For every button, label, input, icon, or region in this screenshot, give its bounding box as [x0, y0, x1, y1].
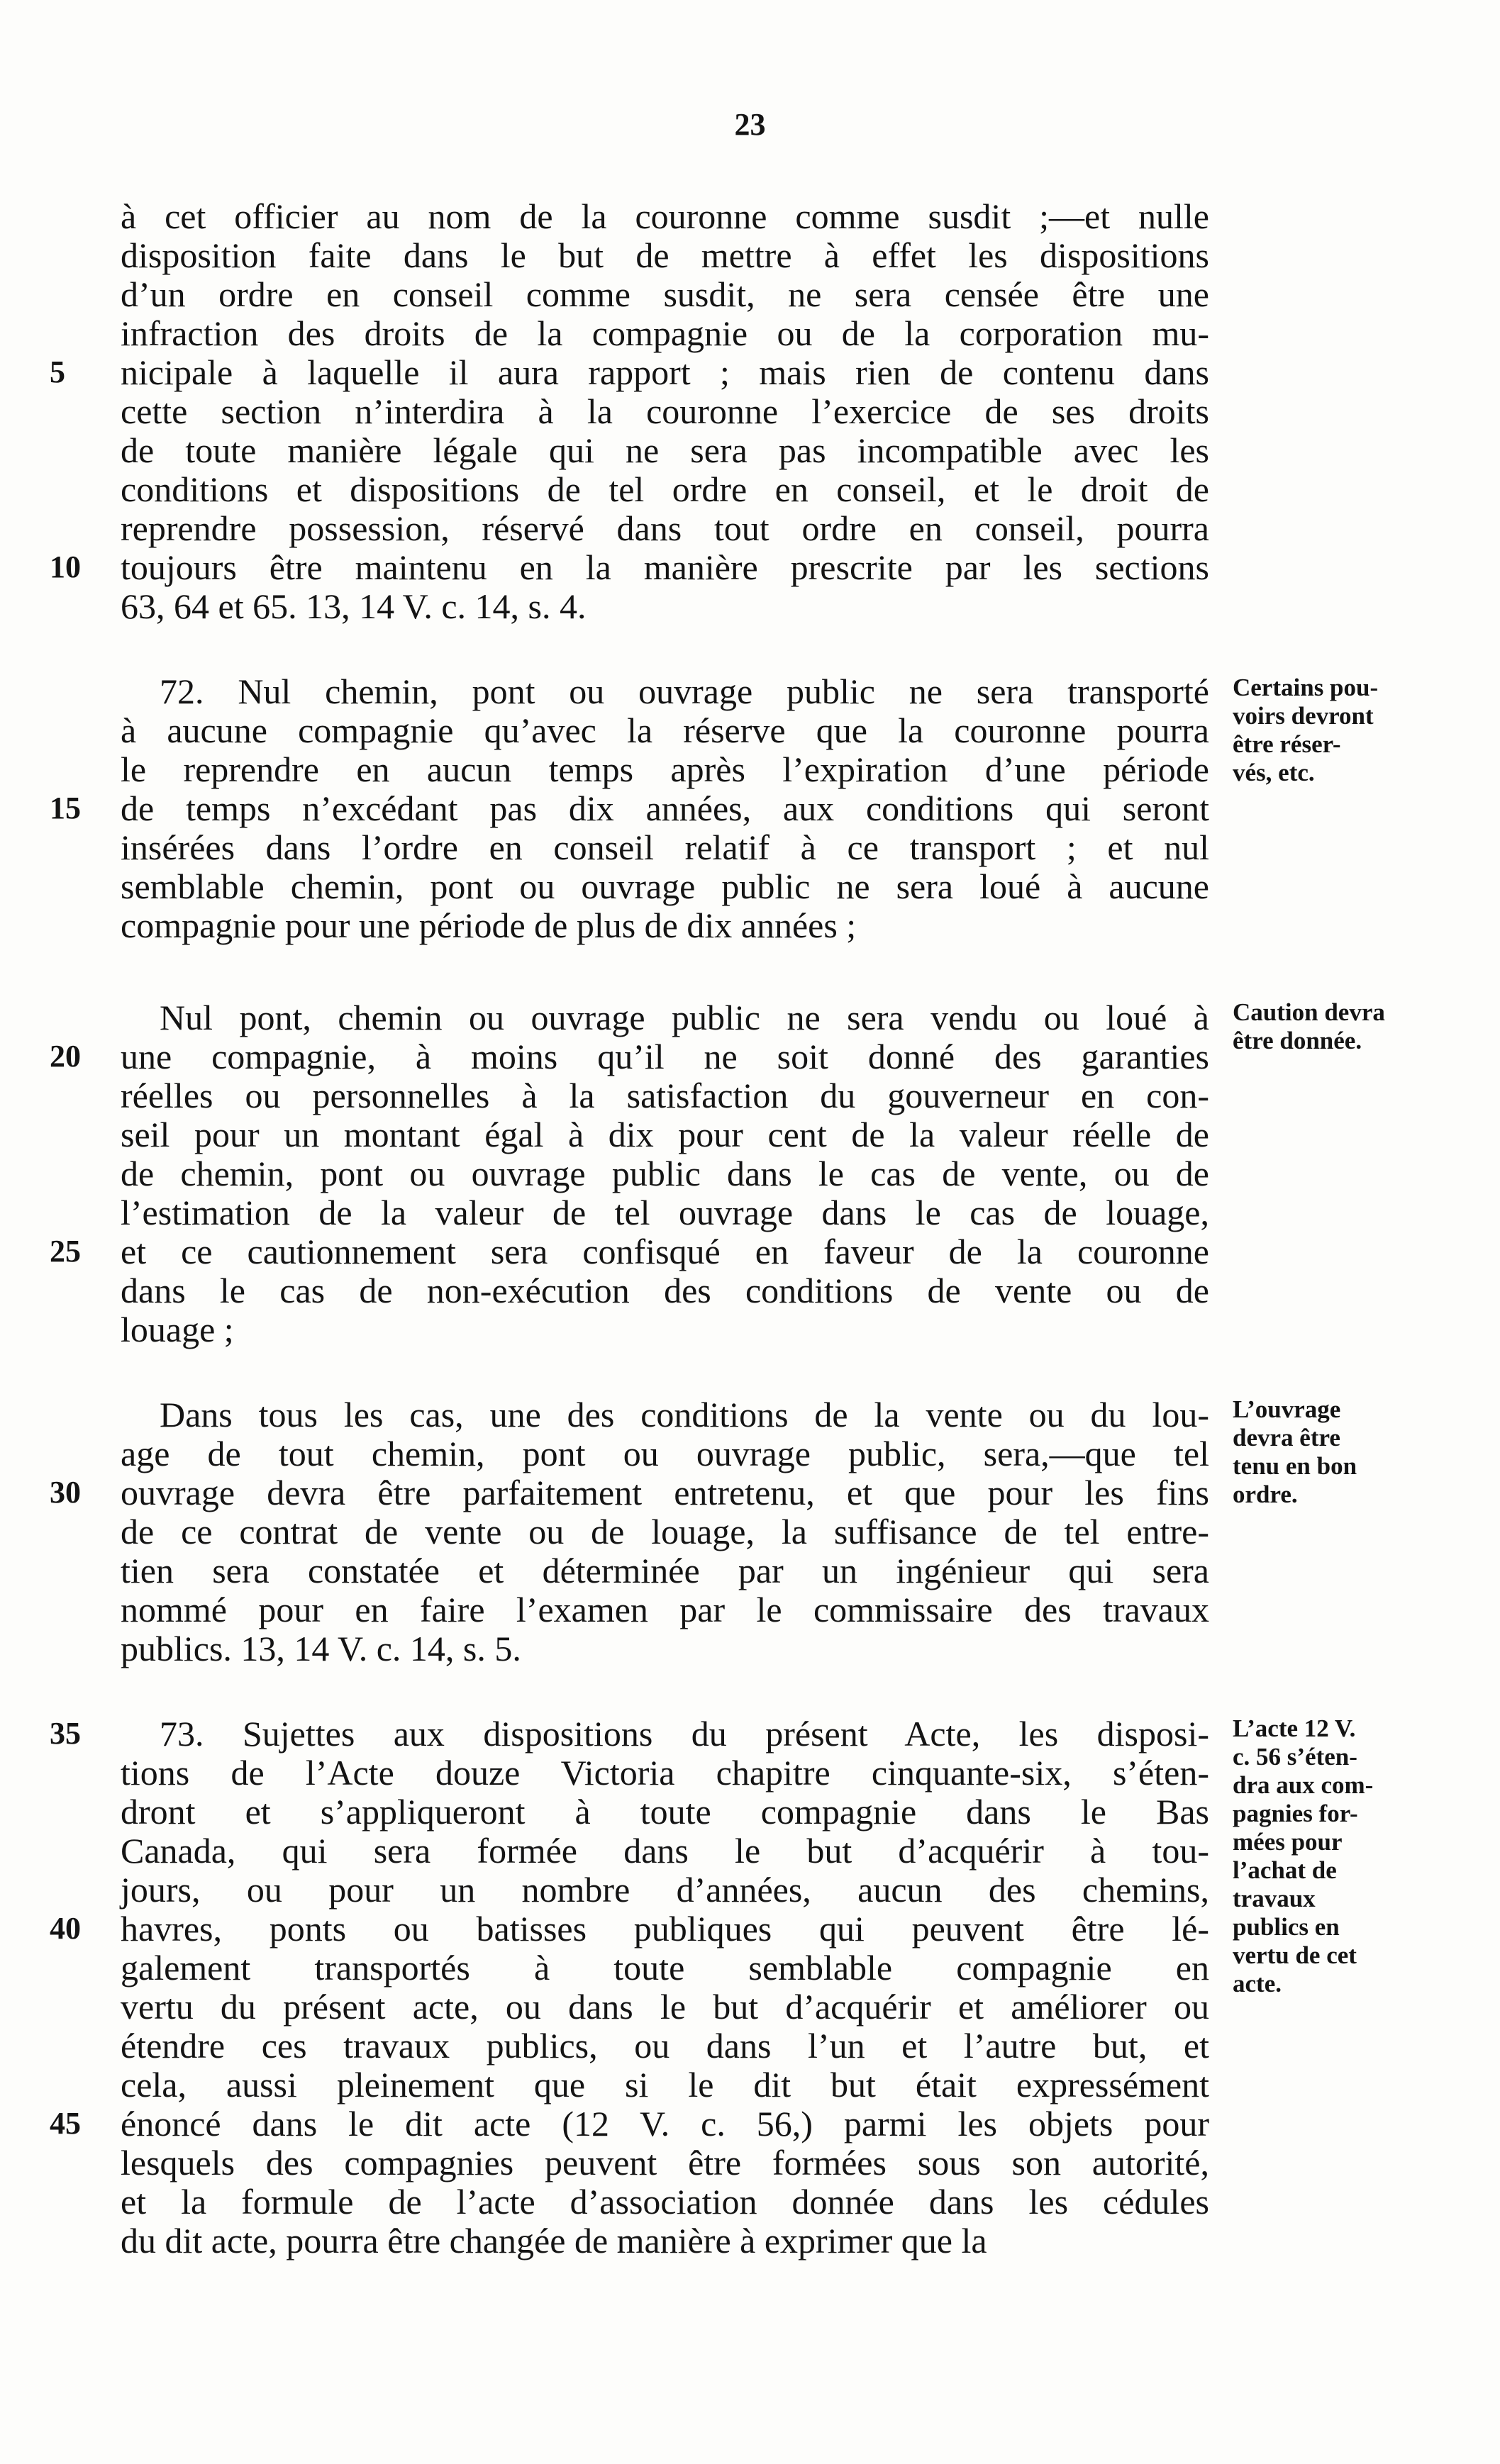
margin-note-line: vés, etc. — [1233, 759, 1315, 786]
line-number: 40 — [50, 1911, 81, 1946]
text-line: d’un ordre en conseil comme susdit, ne sera censée être une — [121, 274, 1209, 314]
margin-note-line: publics en — [1233, 1913, 1340, 1941]
text-line: de chemin, pont ou ouvrage public dans le cas de vente, ou de — [121, 1154, 1209, 1193]
text-line: seil pour un montant égal à dix pour cent de la valeur réelle de — [121, 1115, 1209, 1154]
margin-note-line: dra aux com- — [1233, 1771, 1374, 1799]
margin-note-line: être donnée. — [1233, 1027, 1362, 1054]
text-line: infraction des droits de la compagnie ou de la corporation mu- — [121, 313, 1209, 353]
text-line: Dans tous les cas, une des conditions de la vente ou du lou- — [160, 1395, 1209, 1434]
margin-note — [1233, 674, 1488, 787]
text-line: réelles ou personnelles à la satisfaction du gouverneur en con- — [121, 1076, 1209, 1115]
line-number: 30 — [50, 1475, 81, 1510]
margin-note-line: devra être — [1233, 1424, 1340, 1451]
text-line: de temps n’excédant pas dix années, aux conditions qui seront — [121, 788, 1209, 828]
text-line: étendre ces travaux publics, ou dans l’un et l’autre but, et — [121, 2026, 1209, 2066]
page-number: 23 — [734, 107, 766, 142]
text-line: conditions et dispositions de tel ordre en conseil, et le droit de — [121, 469, 1209, 509]
text-line: ouvrage devra être parfaitement entretenu, et que pour les fins — [121, 1473, 1209, 1512]
line-number: 10 — [50, 550, 81, 584]
text-line: à cet officier au nom de la couronne comme susdit ;—et nulle — [121, 196, 1209, 236]
text-line: louage ; — [121, 1310, 234, 1349]
margin-note-line: mées pour — [1233, 1828, 1343, 1856]
margin-note-line: pagnies for- — [1233, 1800, 1358, 1827]
text-line: de ce contrat de vente ou de louage, la suffisance de tel entre- — [121, 1512, 1209, 1551]
margin-note-line: ordre. — [1233, 1481, 1298, 1508]
line-number: 25 — [50, 1234, 81, 1269]
line-number: 20 — [50, 1039, 81, 1074]
text-line: énoncé dans le dit acte (12 V. c. 56,) parmi les objets pour — [121, 2104, 1209, 2144]
text-line: cette section n’interdira à la couronne l’exercice de ses droits — [121, 391, 1209, 431]
margin-note-line: l’achat de — [1233, 1856, 1337, 1884]
margin-note-line: travaux — [1233, 1885, 1316, 1912]
text-line: 73. Sujettes aux dispositions du présent Acte, les disposi- — [160, 1714, 1209, 1754]
text-line: jours, ou pour un nombre d’années, aucun des chemins, — [121, 1870, 1209, 1910]
text-line: l’estimation de la valeur de tel ouvrage dans le cas de louage, — [121, 1193, 1209, 1232]
text-line: vertu du présent acte, ou dans le but d’acquérir et améliorer ou — [121, 1987, 1209, 2027]
margin-note — [1233, 998, 1488, 1055]
margin-note-line: c. 56 s’éten- — [1233, 1743, 1357, 1771]
margin-note-line: tenu en bon — [1233, 1452, 1357, 1480]
text-line: cela, aussi pleinement que si le dit but était expressément — [121, 2065, 1209, 2105]
text-line: de toute manière légale qui ne sera pas incompatible avec les — [121, 430, 1209, 470]
line-number: 5 — [50, 355, 65, 389]
text-line: Nul pont, chemin ou ouvrage public ne sera vendu ou loué à — [160, 998, 1209, 1037]
text-line: havres, ponts ou batisses publiques qui peuvent être lé- — [121, 1909, 1209, 1949]
margin-note-line: voirs devront — [1233, 702, 1374, 730]
text-line: à aucune compagnie qu’avec la réserve que la couronne pourra — [121, 710, 1209, 750]
margin-note-line: Certains pou- — [1233, 674, 1379, 701]
text-line: et ce cautionnement sera confisqué en faveur de la couronne — [121, 1232, 1209, 1271]
line-number: 45 — [50, 2106, 81, 2141]
text-line: semblable chemin, pont ou ouvrage public ne sera loué à aucune — [121, 866, 1209, 906]
margin-note-line: vertu de cet — [1233, 1941, 1357, 1969]
text-line: une compagnie, à moins qu’il ne soit donné des garanties — [121, 1037, 1209, 1076]
margin-note — [1233, 1395, 1488, 1509]
text-line: et la formule de l’acte d’association donnée dans les cédules — [121, 2182, 1209, 2221]
text-line: dans le cas de non-exécution des conditions de vente ou de — [121, 1271, 1209, 1310]
text-line: tions de l’Acte douze Victoria chapitre cinquante-six, s’éten- — [121, 1753, 1209, 1793]
text-line: du dit acte, pourra être changée de manière à exprimer que la — [121, 2221, 987, 2260]
text-line: insérées dans l’ordre en conseil relatif à ce transport ; et nul — [121, 827, 1209, 867]
text-line: nommé pour en faire l’examen par le commissaire des travaux — [121, 1590, 1209, 1629]
text-line: 72. Nul chemin, pont ou ouvrage public ne sera transporté — [160, 671, 1209, 711]
text-line: toujours être maintenu en la manière prescrite par les sections — [121, 547, 1209, 587]
line-number: 15 — [50, 791, 81, 825]
text-line: le reprendre en aucun temps après l’expiration d’une période — [121, 749, 1209, 789]
text-line: nicipale à laquelle il aura rapport ; mais rien de contenu dans — [121, 352, 1209, 392]
line-number: 35 — [50, 1716, 81, 1751]
margin-note-line: acte. — [1233, 1970, 1282, 1997]
text-line: Canada, qui sera formée dans le but d’acquérir à tou- — [121, 1831, 1209, 1871]
text-line: disposition faite dans le but de mettre à effet les dispositions — [121, 235, 1209, 275]
margin-note — [1233, 1715, 1488, 1998]
text-line: dront et s’appliqueront à toute compagnie dans le Bas — [121, 1792, 1209, 1832]
text-line: publics. 13, 14 V. c. 14, s. 5. — [121, 1629, 521, 1668]
margin-note-line: L’acte 12 V. — [1233, 1715, 1356, 1742]
text-line: 63, 64 et 65. 13, 14 V. c. 14, s. 4. — [121, 586, 587, 626]
text-line: compagnie pour une période de plus de dix années ; — [121, 905, 857, 945]
text-line: lesquels des compagnies peuvent être formées sous son autorité, — [121, 2143, 1209, 2183]
margin-note-line: Caution devra — [1233, 998, 1385, 1026]
text-line: galement transportés à toute semblable compagnie en — [121, 1948, 1209, 1988]
text-line: reprendre possession, réservé dans tout ordre en conseil, pourra — [121, 508, 1209, 548]
margin-note-line: L’ouvrage — [1233, 1395, 1341, 1423]
text-line: age de tout chemin, pont ou ouvrage public, sera,—que tel — [121, 1434, 1209, 1473]
margin-note-line: être réser- — [1233, 730, 1341, 758]
text-line: tien sera constatée et déterminée par un ingénieur qui sera — [121, 1551, 1209, 1590]
